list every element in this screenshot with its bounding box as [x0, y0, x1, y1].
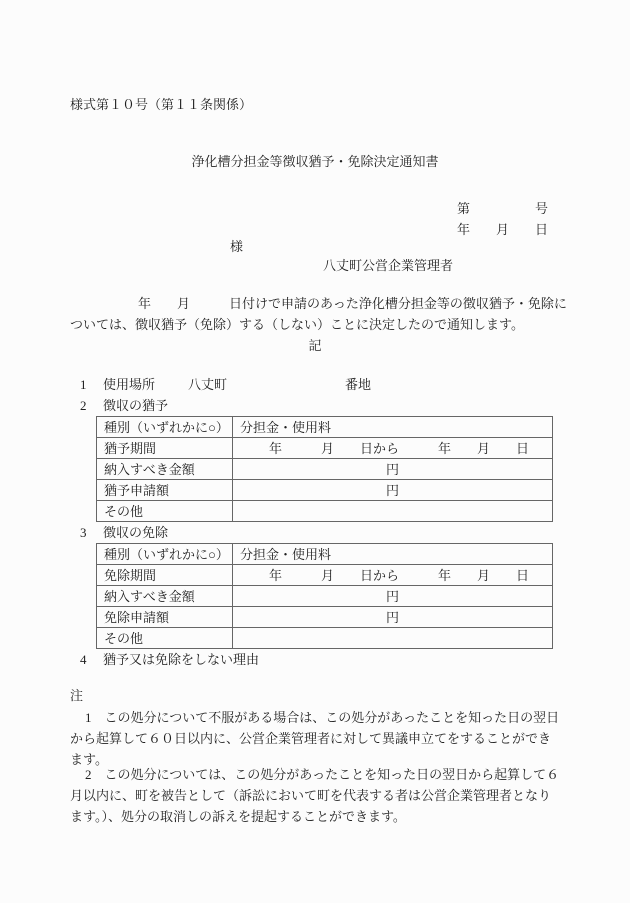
item-1-town: 八丈町: [188, 377, 228, 392]
item-1-number: 1: [80, 377, 87, 392]
deferral-period-label: 猶予期間: [97, 438, 233, 459]
item-2-number: 2: [80, 398, 87, 413]
table-row: [97, 586, 553, 607]
note-1-line-3: ます。: [70, 752, 108, 767]
note-2-line-3: ます。）、処分の取消しの訴えを提起することができます。: [70, 809, 406, 824]
table-row: [97, 628, 553, 649]
exemption-table: [96, 543, 553, 649]
document-title: 浄化槽分担金等徴収猶予・免除決定通知書: [191, 154, 439, 169]
item-4-reason-for-denial: [80, 651, 259, 668]
item-3-number: 3: [80, 525, 87, 540]
exemption-amount-due-unit: 円: [233, 586, 553, 607]
deferral-applied-amount-label: 猶予申請額: [97, 480, 233, 501]
date-line: 年 月 日: [457, 222, 549, 237]
form-number: 様式第１０号（第１１条関係）: [70, 97, 253, 112]
body-line-2: ついては、徴収猶予（免除）する（しない）ことに決定したので通知します。: [70, 317, 524, 332]
table-row: [97, 459, 553, 480]
note-1-line-1: 1 この処分について不服がある場合は、この処分があったことを知った日の翌日: [85, 710, 560, 725]
note-1: [70, 707, 567, 770]
ki-marker: 記: [308, 338, 322, 353]
exemption-type-value: 分担金・使用料: [233, 544, 553, 565]
note-1-line-2: から起算して６０日以内に、公営企業管理者に対して異議申立てをすることができ: [70, 731, 552, 746]
note-2-line-2: 月以内に、町を被告として（訴訟において町を代表する者は公営企業管理者となり: [70, 788, 552, 803]
item-1-banchi: 番地: [345, 377, 372, 392]
table-row: [97, 607, 553, 628]
item-1-place-of-use: [80, 376, 371, 393]
note-2-line-1: 2 この処分については、この処分があったことを知った日の翌日から起算して６: [85, 767, 560, 782]
exemption-applied-amount-unit: 円: [233, 607, 553, 628]
table-row: [97, 438, 553, 459]
notes-heading: 注: [70, 688, 84, 703]
exemption-applied-amount-label: 免除申請額: [97, 607, 233, 628]
item-3-label: 徴収の免除: [103, 525, 169, 540]
exemption-amount-due-label: 納入すべき金額: [97, 586, 233, 607]
table-row: [97, 480, 553, 501]
deferral-table: [96, 416, 553, 522]
table-row: [97, 544, 553, 565]
deferral-type-label: 種別（いずれかに○）: [97, 417, 233, 438]
item-4-label: 猶予又は免除をしない理由: [103, 652, 260, 667]
deferral-amount-due-unit: 円: [233, 459, 553, 480]
issuer: 八丈町公営企業管理者: [323, 258, 454, 273]
note-2: [70, 764, 567, 827]
exemption-type-label: 種別（いずれかに○）: [97, 544, 233, 565]
deferral-applied-amount-unit: 円: [233, 480, 553, 501]
addressee-suffix: 様: [230, 239, 244, 254]
exemption-period-value: 年 月 日から 年 月 日: [233, 565, 553, 586]
item-1-label: 使用場所: [103, 377, 156, 392]
deferral-period-value: 年 月 日から 年 月 日: [233, 438, 553, 459]
body-line-1: 年 月 日付けで申請のあった浄化槽分担金等の徴収猶予・免除に: [138, 296, 567, 311]
exemption-period-label: 免除期間: [97, 565, 233, 586]
item-3-collection-exemption: [80, 524, 168, 541]
table-row: [97, 501, 553, 522]
item-2-collection-deferral: [80, 397, 168, 414]
deferral-type-value: 分担金・使用料: [233, 417, 553, 438]
exemption-other-label: その他: [97, 628, 233, 649]
item-4-number: 4: [80, 652, 87, 667]
table-row: [97, 417, 553, 438]
exemption-other-value: [233, 628, 553, 649]
table-row: [97, 565, 553, 586]
deferral-amount-due-label: 納入すべき金額: [97, 459, 233, 480]
item-2-label: 徴収の猶予: [103, 398, 169, 413]
deferral-other-value: [233, 501, 553, 522]
doc-number-line: 第 号: [457, 201, 549, 216]
deferral-other-label: その他: [97, 501, 233, 522]
